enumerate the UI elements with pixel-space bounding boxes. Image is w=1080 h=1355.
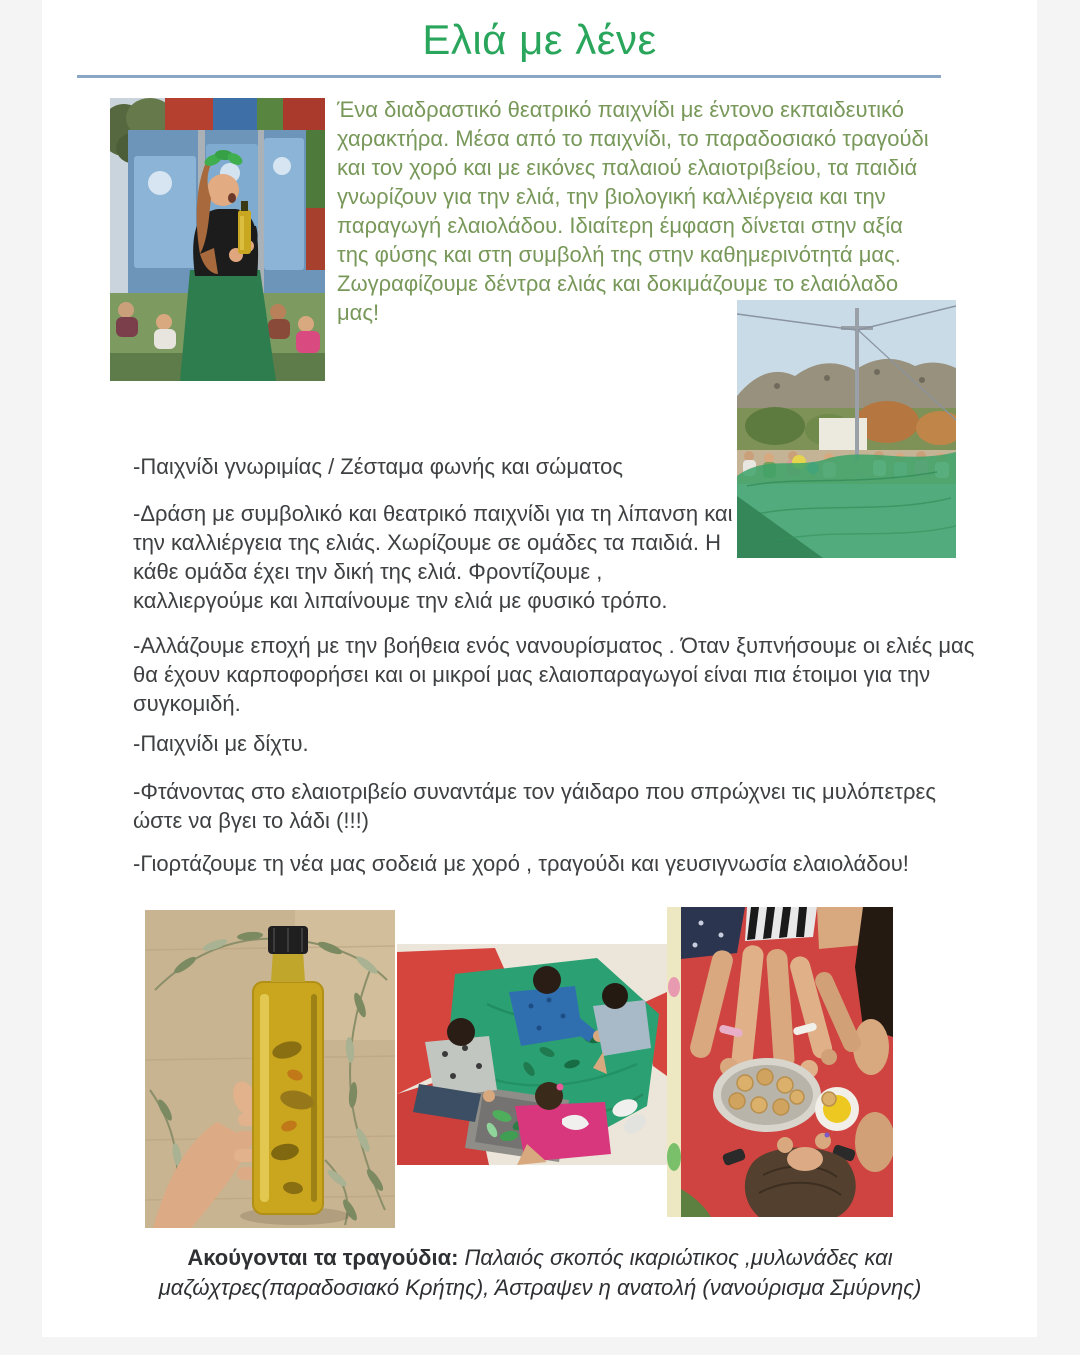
performer-illustration xyxy=(110,98,325,381)
activity-item: -Παιχνίδι με δίχτυ. xyxy=(133,731,309,756)
net-gathering-illustration xyxy=(737,300,956,558)
photo-performer xyxy=(110,98,325,381)
songs-label: Ακούγονται τα τραγούδια: xyxy=(187,1245,459,1270)
photo-children-parachute-leaves xyxy=(397,944,667,1165)
title-divider xyxy=(77,75,941,78)
intro-paragraph: Ένα διαδραστικό θεατρικό παιχνίδι με έντονο εκπαιδευτικό χαρακτήρα. Μέσα από το παιχνίδι, το παραδοσιακό τραγούδι και τον χορό και με εικόνες παλαιού ελαιοτριβείου, τα παιδιά γνωρίζουν για την ελιά, την βιολογική καλλιέργεια και την παραγωγή ελαιολάδου. Ιδιαίτερη έμφαση δίνεται στην αξία της φύσης και στη συμβολή της στην καθημερινότητά μας. Ζωγραφίζουμε δέντρα ελιάς και δοκιμάζουμε το ελαιόλαδο μας! xyxy=(337,97,929,325)
songs-list: Παλαιός σκοπός ικαριώτικος ,μυλωνάδες και μαζώχτρες(παραδοσιακό Κρήτης), Άστραψεν η ανατολή (νανούρισμα Σμύρνης) xyxy=(158,1245,922,1300)
activity-item: -Δράση με συμβολικό και θεατρικό παιχνίδι για τη λίπανση και την καλλιέργεια της ελιάς. Χωρίζουμε σε ομάδες τα παιδιά. Η κάθε ομάδα έχει την δική της ελιά. Φροντίζουμε , καλλιεργούμε και λιπαίνουμε την ελιά με φυσικό τρόπο. xyxy=(133,501,733,613)
songs-caption xyxy=(150,1243,930,1303)
photo-olive-net-gathering xyxy=(737,300,956,558)
bottle-illustration xyxy=(145,910,395,1228)
bread-plate xyxy=(713,1058,821,1132)
striped-top xyxy=(745,907,817,941)
photo-olive-oil-bottle xyxy=(145,910,395,1228)
tasting-illustration xyxy=(667,907,893,1217)
activity-item: -Γιορτάζουμε τη νέα μας σοδειά με χορό , τραγούδι και γευσιγνωσία ελαιολάδου! xyxy=(133,851,909,876)
activity-item: -Παιχνίδι γνωριμίας / Ζέσταμα φωνής και σώματος xyxy=(133,454,623,479)
activity-item: -Αλλάζουμε εποχή με την βοήθεια ενός νανουρίσματος . Όταν ξυπνήσουμε οι ελιές μας θα έχουν καρποφορήσει και οι μικροί μας ελαιοπαραγωγοί είναι πια έτοιμοι για την συγκομιδή. xyxy=(133,633,975,716)
oil-saucer xyxy=(815,1087,859,1131)
page-title: Ελιά με λένε xyxy=(422,16,657,63)
activity-item: -Φτάνοντας στο ελαιοτριβείο συναντάμε τον γάιδαρο που σπρώχνει τις μυλόπετρες ώστε να βγει το λάδι (!!!) xyxy=(133,779,936,833)
photo-olive-oil-tasting xyxy=(667,907,893,1217)
children-leaves-illustration xyxy=(397,944,667,1165)
